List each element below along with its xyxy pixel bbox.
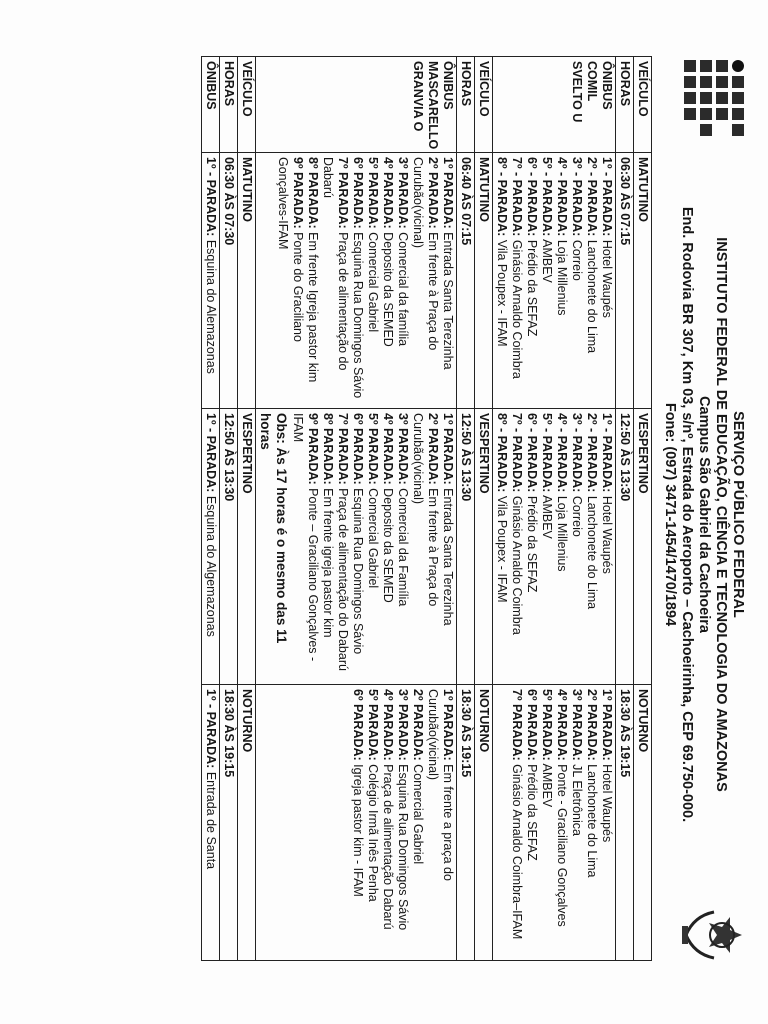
stop-number: 3º - PARADA: [570,157,584,237]
stop-item [524,689,539,956]
stop-location: Esquina Rua Domingos Sávio [351,228,365,399]
stop-item [509,413,524,680]
horas-label: HORAS [220,57,238,153]
stop-number: 5º - PARADA: [540,413,554,493]
stops-cell [256,685,457,961]
stop-location: Hotel Waupés [600,760,614,843]
stop-number: 6º PARADA: [351,413,365,485]
stop-item [599,689,614,956]
stop-item [599,157,614,404]
vehicle-row [238,57,256,961]
stop-item [509,157,524,404]
stop-location: Comercial Gabriel [366,228,380,333]
veiculo-label: VEÍCULO [475,57,493,153]
stop-location: Em frente Igreja pastor kim [306,228,320,383]
stop-location: Entrada Santa Terezinha [441,228,455,370]
stop-item [584,689,599,956]
stop-number: 5º PARADA: [366,413,380,485]
stop-location: Prédio da SEFAZ [525,236,539,337]
stop-location: Esquina Rua Domingos Sávio [351,484,365,655]
stop-number: 1º - PARADA: [600,413,614,493]
stop-number: 2º PARADA: [411,689,425,761]
time-range: 06:40 ÀS 07:15 [457,153,475,409]
stop-item [509,689,524,956]
stop-location: Correio [570,236,584,281]
stops-cell [202,153,220,409]
stop-item [305,157,320,404]
stop-location: Entrada Santa Terezinha [441,484,455,626]
time-range: 12:50 ÀS 13:30 [457,409,475,685]
stop-item [410,689,425,956]
stop-location: Prédio da SEFAZ [525,492,539,593]
stop-location: Deposito da SEMED [381,484,395,603]
stop-item [584,157,599,404]
stop-item [494,157,509,404]
header-line4: End. Rodovia BR 307, Km 03, s/nº, Estrada do Aeroporto – Cachoeirinha, CEP 69.750-000. [679,206,695,823]
period-label: VESPERTINO [238,409,256,685]
vehicle-name: ÔNIBUS COMIL SVELTO U [493,57,616,153]
stop-number: 1º PARADA: [600,689,614,761]
stop-location: Esquina do Algemazonas [204,492,218,637]
stop-number: 8º - PARADA: [495,413,509,493]
stop-location: Comercial da Família [396,484,410,607]
stop-number: 5º - PARADA: [540,157,554,237]
stop-number: 7º PARADA: [336,157,350,229]
stop-location: Em frente igreja pastor kim [321,484,335,638]
time-range: 12:50 ÀS 13:30 [616,409,634,685]
stop-location: Em frente a praça do Curubão(vicinal) [426,689,455,881]
stop-number: 5º PARADA: [366,689,380,761]
stop-item [539,413,554,680]
stop-item [410,157,440,404]
hours-row [220,57,238,961]
horas-label: HORAS [457,57,475,153]
stop-number: 2º - PARADA: [585,157,599,237]
period-label: NOTURNO [238,685,256,961]
stop-item [203,413,218,680]
stop-location: Praça de alimentação do Dabarú [321,157,350,371]
time-range: 18:30 ÀS 19:15 [220,685,238,961]
stops-row [202,57,220,961]
stops-row [256,57,457,961]
stop-item [350,157,365,404]
vehicle-row [475,57,493,961]
stop-number: 1º - PARADA: [600,157,614,237]
horas-label: HORAS [616,57,634,153]
stop-number: 1º - PARADA: [204,157,218,237]
stop-number: 4º - PARADA: [555,413,569,493]
header-line3: Campus São Gabriel da Cachoeira [696,396,712,633]
stop-number: 2º - PARADA: [585,413,599,493]
stop-number: 3º PARADA: [396,689,410,761]
stop-number: 4º PARADA: [381,689,395,761]
header-line2: INSTITUTO FEDERAL DE EDUCAÇÃO, CIÊNCIA E TECNOLOGIA DO AMAZONAS [713,237,729,792]
stop-location: Lanchonete do Lima [585,492,599,610]
stops-cell [493,153,616,409]
stop-item [335,413,350,680]
onibus-label: ÔNIBUS [202,57,220,153]
stop-item [380,157,395,404]
stop-location: Colégio Irmã Inês Penha [366,760,380,902]
stop-item [539,157,554,404]
stop-number: 1º PARADA: [441,157,455,229]
stop-location: Vila Poupex - IFAM [495,492,509,603]
stop-location: Comercial da família [396,228,410,347]
stop-item [395,157,410,404]
stops-cell [202,409,220,685]
period-label: MATUTINO [238,153,256,409]
stop-item [380,689,395,956]
stop-location: Deposito da SEMED [381,228,395,347]
hours-row [616,57,634,961]
stop-location: Comercial Gabriel [366,484,380,589]
stop-number: 3º - PARADA: [570,413,584,493]
stop-location: AMBEV [540,760,554,808]
stop-number: 6º - PARADA: [525,157,539,237]
header-line1: SERVIÇO PÚBLICO FEDERAL [730,411,746,618]
stop-number: 4º PARADA: [381,413,395,485]
stop-number: 6º PARADA: [351,157,365,229]
stop-number: 8º - PARADA: [495,157,509,237]
stop-number: 7º PARADA: [510,689,524,761]
stop-number: 3º PARADA: [396,413,410,485]
letterhead-text [661,155,746,874]
stop-number: 9º PARADA: [291,157,305,229]
stop-item [395,413,410,680]
stop-item [554,157,569,404]
period-label: MATUTINO [475,153,493,409]
stop-location: Vila Poupex - IFAM [495,236,509,347]
if-logo-icon [672,60,744,140]
stop-location: Entrada de Santa [204,768,218,870]
stop-number: 4º PARADA: [381,157,395,229]
stop-location: Hotel Waupés [600,492,614,574]
stop-number: 6º PARADA: [525,689,539,761]
stop-number: 9º PARADA: [306,413,320,485]
stop-location: AMBEV [540,236,554,283]
observation-note: Obs: Às 17 horas é o mesmo das 11 horas [258,413,289,644]
stop-item [203,689,218,956]
hours-row [457,57,475,961]
stop-location: Hotel Waupés [600,236,614,318]
stop-item [365,413,380,680]
stop-item [425,689,455,956]
stop-item [569,413,584,680]
stop-number: 4º - PARADA: [555,157,569,237]
stop-number: 1º PARADA: [441,689,455,761]
stop-number: 1º - PARADA: [204,689,218,769]
stop-number: 8º PARADA: [306,157,320,229]
stop-item [275,157,305,404]
stop-location: Esquina do Alemazonas [204,236,218,374]
stop-item [554,689,569,956]
stop-location: Ponte do Graciliano Gonçalves-IFAM [276,157,305,342]
stop-location: Prédio da SEFAZ [525,760,539,861]
stop-location: Ponte – Graciliano Gonçalves - IFAM [291,413,320,662]
stop-location: Comercial Gabriel [411,760,425,865]
stop-location: Loja Millenius [555,236,569,316]
stop-item [380,413,395,680]
stop-location: Igreja pastor kim - IFAM [351,760,365,897]
stop-item [410,413,440,680]
stops-cell [256,409,457,685]
stop-item [203,157,218,404]
stop-number: 7º - PARADA: [510,413,524,493]
stop-location: Lanchonete do Lima [585,760,599,878]
veiculo-label: VEÍCULO [634,57,652,153]
stops-row [493,57,616,961]
stop-location: Correio [570,492,584,537]
stop-item [365,689,380,956]
stop-number: 2º PARADA: [426,413,440,485]
vehicle-name: ÔNIBUS MASCARELLO GRANVIA O [256,57,457,153]
stop-location: Ginásio Arnaldo Coimbra–IFAM [510,760,524,940]
stops-cell [493,409,616,685]
stop-item [569,157,584,404]
stop-item [494,413,509,680]
period-label: NOTURNO [475,685,493,961]
stops-cell [256,153,457,409]
stop-location: Praça de alimentação Dabarú [381,760,395,930]
stop-location: Ginásio Arnaldo Coimbra [510,236,524,379]
stop-number: 2º PARADA: [585,689,599,761]
stop-location: Lanchonete do Lima [585,236,599,354]
stop-location: Ginásio Arnaldo Coimbra [510,492,524,635]
stop-item [440,157,455,404]
stop-location: AMBEV [540,492,554,539]
stop-item [569,689,584,956]
time-range: 12:50 ÀS 13:30 [220,409,238,685]
stops-cell [493,685,616,961]
brazil-coat-of-arms-icon [678,906,744,964]
period-label: VESPERTINO [475,409,493,685]
stop-number: 5º PARADA: [540,689,554,761]
stop-number: 1º PARADA: [441,413,455,485]
header-line5: Fone: (097) 3471-1454/1470/1894 [662,402,678,627]
stop-number: 1º - PARADA: [204,413,218,493]
stop-location: Ponte - Graciliano Gonçalves [555,760,569,927]
stop-item [440,413,455,680]
time-range: 06:30 ÀS 07:15 [616,153,634,409]
period-label: MATUTINO [634,153,652,409]
stop-number: 7º PARADA: [336,413,350,485]
stop-item [365,157,380,404]
stop-item [524,157,539,404]
stop-item [584,413,599,680]
stop-number: 3º PARADA: [396,157,410,229]
stop-number: 6º PARADA: [351,689,365,761]
stop-number: 7º - PARADA: [510,157,524,237]
period-label: NOTURNO [634,685,652,961]
letterhead [650,60,746,964]
veiculo-label: VEÍCULO [238,57,256,153]
stop-item [524,413,539,680]
stop-number: 5º PARADA: [366,157,380,229]
stop-number: 3º PARADA: [570,689,584,761]
stop-item [320,413,335,680]
vehicle-row [634,57,652,961]
stop-location: Em frente à Praça do Curubão(vicinal) [411,157,440,351]
stop-number: 8º PARADA: [321,413,335,485]
stop-item [554,413,569,680]
stop-item [320,157,350,404]
bus-schedule-table [201,56,652,961]
stop-item [395,689,410,956]
stop-item [350,413,365,680]
stop-number: 6º - PARADA: [525,413,539,493]
stop-number: 4º PARADA: [555,689,569,761]
time-range: 18:30 ÀS 19:15 [457,685,475,961]
stop-item [290,413,320,680]
stop-item [350,689,365,956]
stop-item [539,689,554,956]
stop-location: Praça de alimentação do Dabarú [336,484,350,671]
stop-location: Em frente à Praça do Curubão(vicinal) [411,413,440,607]
period-label: VESPERTINO [634,409,652,685]
stop-location: Esquina Rua Domingos Sávio [396,760,410,931]
time-range: 18:30 ÀS 19:15 [616,685,634,961]
time-range: 06:30 ÀS 07:30 [220,153,238,409]
stop-location: Loja Millenius [555,492,569,572]
stop-item [599,413,614,680]
stops-cell [202,685,220,961]
stop-number: 2º PARADA: [426,157,440,229]
stop-location: JL Eletrônica [570,760,584,836]
